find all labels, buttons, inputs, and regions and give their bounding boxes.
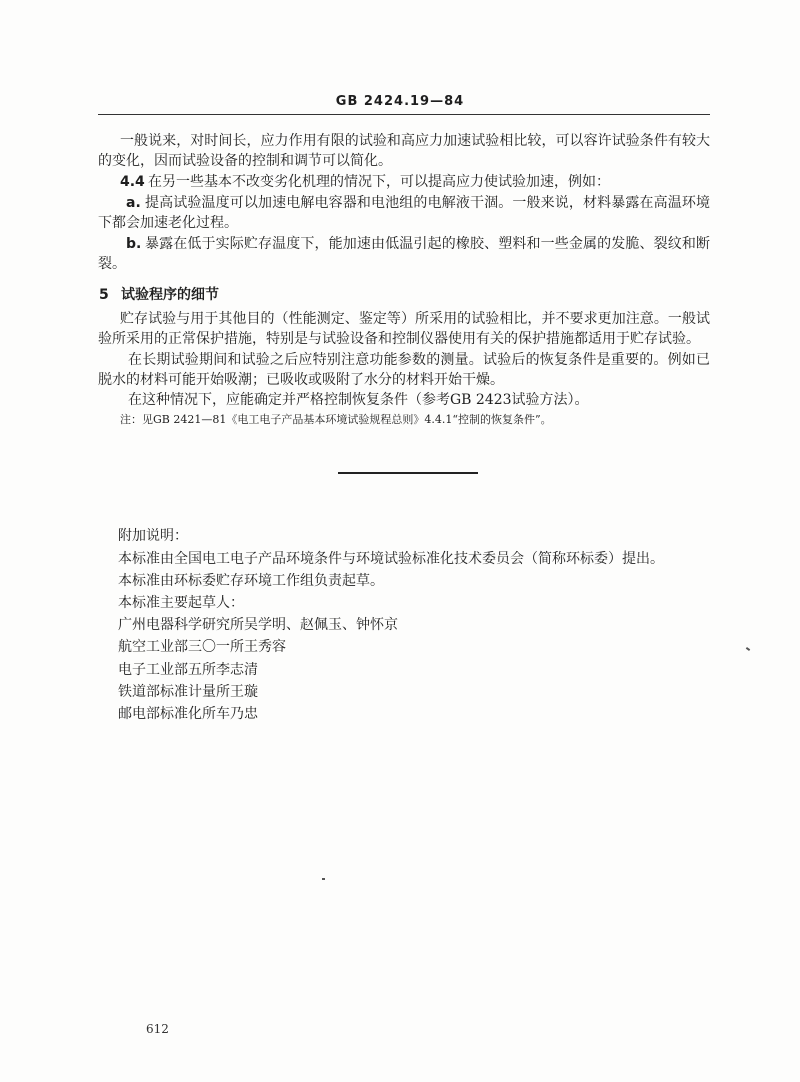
appendix-line-4: 广州电器科学研究所吴学明、赵佩玉、钟怀京 (118, 617, 398, 633)
section-5-note: 注：见GB 2421—81《电工电子产品基本环境试验规程总则》4.4.1“控制的恢复条件”。 (120, 413, 552, 426)
appendix-line-1: 本标准由全国电工电子产品环境条件与环境试验标准化技术委员会（简称环标委）提出。 (118, 551, 664, 567)
appendix-line-6: 电子工业部五所李志清 (118, 662, 258, 678)
item-a-line-1: 提高试验温度可以加速电解电容器和电池组的电解液干涸。一般来说，材料暴露在高温环境 (145, 195, 710, 211)
appendix-line-7: 铁道部标准计量所王璇 (118, 684, 258, 700)
header-rule (98, 114, 710, 115)
item-b-marker: b. (126, 236, 142, 252)
appendix-title: 附加说明： (118, 528, 188, 544)
section-5-para-3: 在这种情况下，应能确定并严格控制恢复条件（参考GB 2423试验方法）。 (128, 392, 589, 408)
section-4-4-number (120, 173, 145, 191)
section-5-number: 5 (99, 287, 109, 303)
section-4-3-line-2: 的变化，因而试验设备的控制和调节可以简化。 (98, 153, 392, 169)
section-4-4-intro: 在另一些基本不改变劣化机理的情况下，可以提高应力使试验加速，例如： (148, 174, 610, 190)
item-a-marker: a. (126, 195, 141, 211)
section-5-para-2-line-1: 在长期试验期间和试验之后应特别注意功能参数的测量。试验后的恢复条件是重要的。例如已 (128, 352, 710, 368)
appendix-line-5: 航空工业部三〇一所王秀容 (118, 639, 286, 655)
page-number: 612 (146, 1022, 169, 1036)
item-b-line-2: 裂。 (98, 256, 126, 272)
item-a-line-2: 下都会加速老化过程。 (98, 215, 238, 231)
section-4-3-line-1: 一般说来，对时间长，应力作用有限的试验和高应力加速试验相比较，可以容许试验条件有较大 (120, 133, 710, 149)
scan-speck (746, 647, 750, 651)
section-5-para-2-line-2: 脱水的材料可能开始吸潮；已吸收或吸附了水分的材料开始干燥。 (98, 372, 504, 388)
end-of-text-rule (338, 472, 478, 474)
section-4-4-number-text: 4.4 (120, 174, 145, 190)
appendix-line-8: 邮电部标准化所车乃忠 (118, 706, 258, 722)
appendix-line-2: 本标准由环标委贮存环境工作组负责起草。 (118, 573, 384, 589)
item-b-line-1: 暴露在低于实际贮存温度下，能加速由低温引起的橡胶、塑料和一些金属的发脆、裂纹和断 (145, 236, 710, 252)
section-5-para-1-line-2: 验所采用的正常保护措施，特别是与试验设备和控制仪器使用有关的保护措施都适用于贮存试验。 (98, 331, 700, 347)
section-5-para-1-line-1: 贮存试验与用于其他目的（性能测定、鉴定等）所采用的试验相比，并不要求更加注意。一般试 (120, 311, 710, 327)
section-5-title: 试验程序的细节 (121, 287, 219, 303)
scan-speck (322, 878, 325, 880)
appendix-line-3: 本标准主要起草人： (118, 595, 244, 611)
standard-code-header: GB 2424.19—84 (335, 94, 465, 109)
